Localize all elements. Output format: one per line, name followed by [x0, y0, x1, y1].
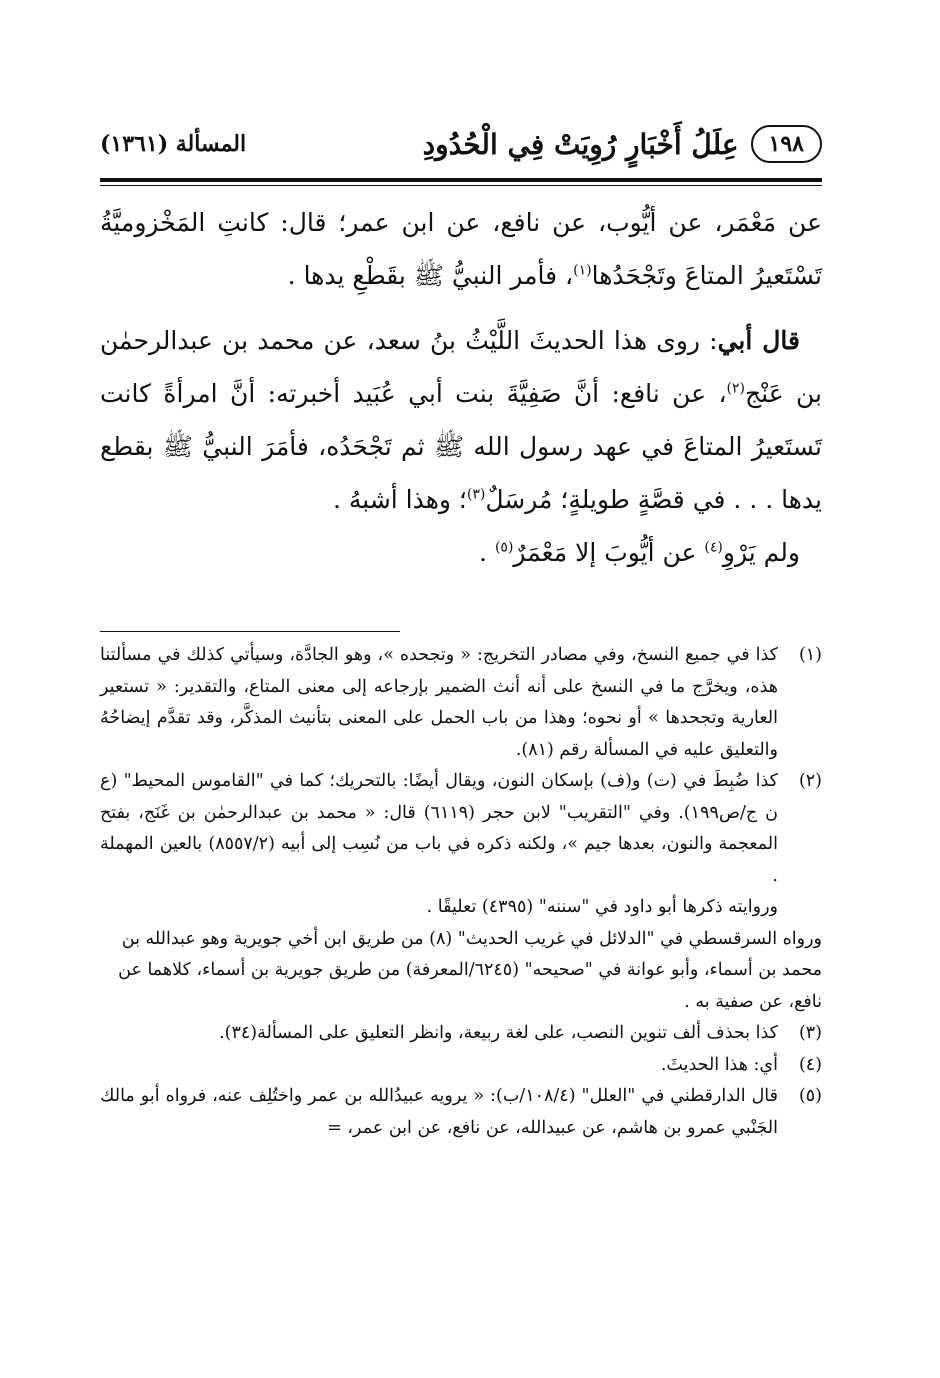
- paragraph-1: عن مَعْمَر، عن أيُّوب، عن نافع، عن ابن عمر؛ قال: كانتِ المَخْزوميَّةُ تَسْتَعيرُ المتاعَ وتَجْحَدُها$^{(١)}$، فأمر النبيُّ ﷺ بقَطْعِ يدها .: [100, 208, 822, 290]
- footnote-text: كذا ضُبِطَ في (ت) و(ف) بإسكان النون، ويقال أيضًا: بالتحريك؛ كما في "القاموس المحيط" (ع ن ج/ص١٩٩). وفي "التقريب" لابن حجر (٦١١٩) قال: « محمد بن عبدالرحمٰن بن غَنَج، بفتح المعجمة والنون، بعدها جيم »، ولكنه ذكره في باب من نُسِب إلى أبيه (٨٥٥٧/٢) بالعين المهملة .: [100, 771, 779, 886]
- footnote-text: ورواه السرقسطي في "الدلائل في غريب الحديث" (٨) من طريق ابن أخي جويرية وهو عبدالله بن محمد بن أسماء، وأبو عوانة في "صحيحه" (٦٢٤٥/المعرفة) من طريق جويرية بن أسماء، كلاهما عن نافع، عن صفية به .: [118, 928, 822, 1012]
- footnote-ref-3[interactable]: (٣): [466, 486, 486, 503]
- page-header: [100, 118, 822, 176]
- footnote-number: (١): [798, 645, 822, 665]
- footnote-text: قال الدارقطني في "العلل" (١٠٨/٤/ب): « يرويه عبيدُالله بن عمر واختُلِف عنه، فرواه أبو مالك الجَنْبي عمرو بن هاشم، عن عبيدالله، عن نافع، عن ابن عمر، =: [100, 1086, 778, 1138]
- footnote-text: وروايته ذكرها أبو داود في "سننه" (٤٣٩٥) تعليقًا .: [426, 897, 778, 917]
- footnote-text: كذا في جميع النسخ، وفي مصادر التخريج: « وتجحده »، وهو الجادَّة، وسيأتي كذلك في مسألتنا هذه، ويخرَّج ما في النسخ على أنه أنث الضمير بإرجاعه إلى معنى المتاع، والتقدير: « تستعير العارية وتجحدها » أو نحوه؛ وهذا من باب الحمل على المعنى بتأنيث المذكَّر، وقد تقدَّم إيضاحُهُ والتعليق عليه في المسألة رقم (٨١).: [100, 645, 778, 760]
- footnote-number: (٢): [798, 771, 822, 791]
- header-title-group: [423, 125, 822, 163]
- footnotes: [100, 640, 822, 1144]
- header-rule-thick: [100, 178, 822, 182]
- footnote-number: (٤): [798, 1054, 822, 1075]
- main-text: [100, 196, 822, 579]
- book-title: عِلَلُ أَخْبَارٍ رُوِيَتْ فِي الْحُدُودِ: [422, 127, 739, 161]
- paragraph-2: قال أبي: روى هذا الحديثَ اللَّيْثُ بنُ سعد، عن محمد بن عبدالرحمٰن بن عَنْج$^{(٢)}$، عن نافع: أنَّ صَفِيَّةَ بنت أبي عُبَيد أخبرته: أنَّ امرأةً كانت تَستَعيرُ المتاعَ في عهد رسول الله ﷺ ثم تَجْحَدُه، فأمَرَ النبيُّ ﷺ بقطع يدها . . . في قصَّةٍ طويلةٍ؛ مُرسَلٌ$^{(٣)}$؛ وهذا أشبهُ .: [100, 326, 822, 514]
- book-page: [100, 118, 822, 1144]
- footnote-3: [100, 1018, 822, 1050]
- footnote-number: (٥): [798, 1086, 822, 1106]
- footnote-2: [100, 766, 822, 924]
- header-rule-thin: [100, 185, 822, 186]
- footnote-ref-1[interactable]: (١): [573, 262, 592, 279]
- footnote-ref-4[interactable]: (٤): [704, 539, 723, 556]
- footnote-separator: [100, 631, 400, 632]
- page-number: ١٩٨: [751, 125, 822, 163]
- footnote-number: (٣): [798, 1023, 822, 1043]
- footnote-text: أي: هذا الحديثَ.: [660, 1054, 778, 1075]
- footnote-2-continuation: [100, 924, 822, 1019]
- issue-label: المسألة (١٣٦١): [100, 131, 247, 157]
- footnote-text: كذا بحذف ألف تنوين النصب، على لغة ربيعة، وانظر التعليق على المسألة(٣٤).: [219, 1023, 778, 1043]
- footnote-1: [100, 640, 822, 766]
- footnote-5: [100, 1081, 822, 1144]
- footnote-4: [100, 1050, 822, 1082]
- footnote-ref-5[interactable]: (٥): [494, 539, 514, 556]
- footnote-ref-2[interactable]: (٢): [726, 380, 746, 397]
- lead-phrase: قال أبي: [717, 326, 800, 355]
- paragraph-3: ولم يَرْوِ$^{(٤)}$ عن أيُّوبَ إلا مَعْمَرٌ$^{(٥)}$ .: [479, 538, 800, 567]
